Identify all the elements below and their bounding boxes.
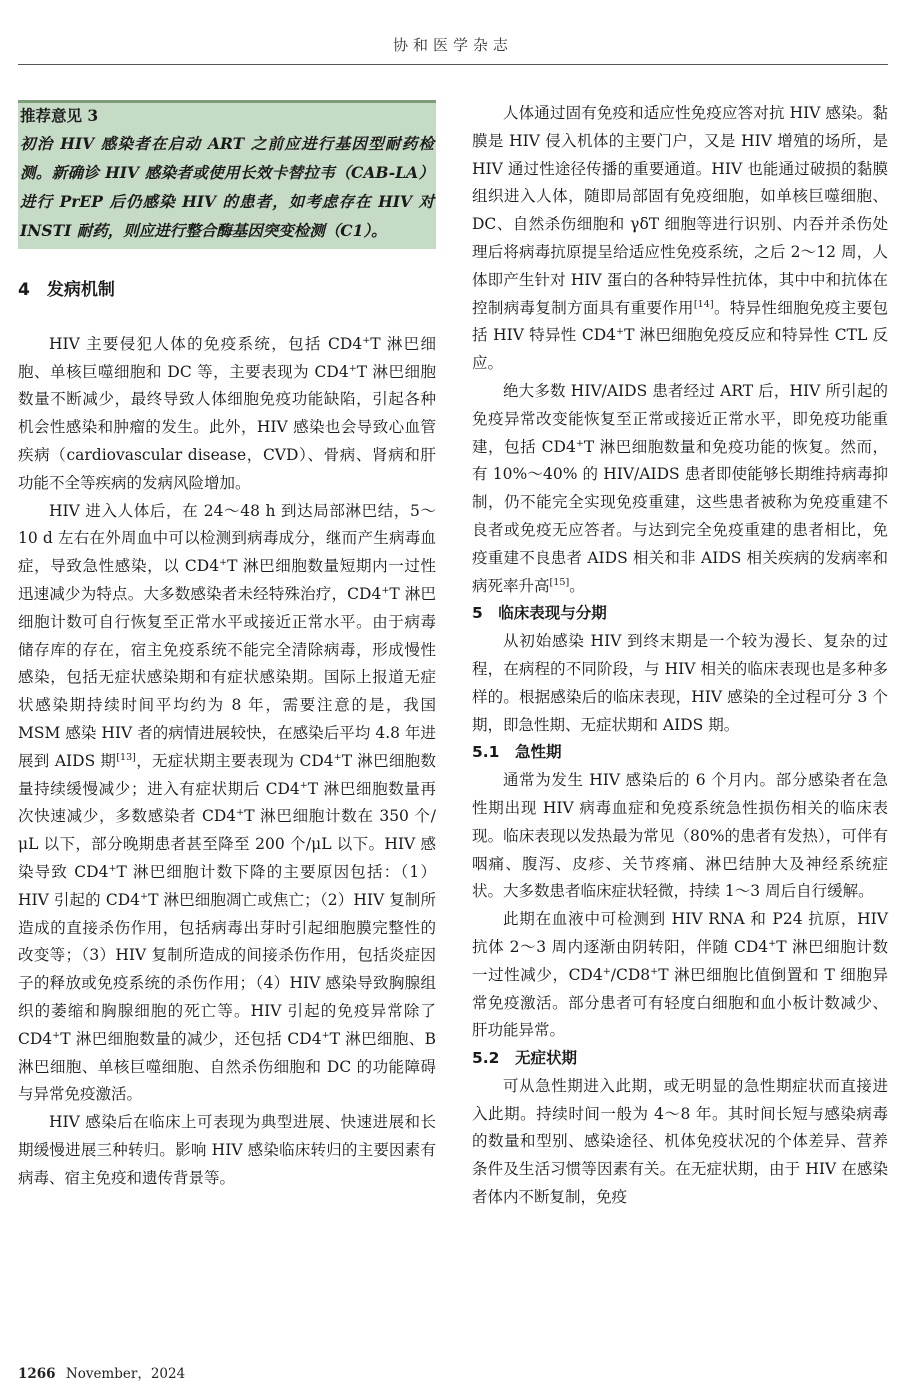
header-divider — [18, 64, 888, 65]
section-5-paragraph-1: 从初始感染 HIV 到终末期是一个较为漫长、复杂的过程，在病程的不同阶段，与 HIV 相关的临床表现也是多种多样的。根据感染后的临床表现，HIV 感染的全过程可分 3 个期，即急性期、无症状期和 AIDS 期。 — [472, 632, 888, 734]
section-4-paragraph-3: HIV 感染后在临床上可表现为典型进展、快速进展和长期缓慢进展三种转归。影响 HIV 感染临床转归的主要因素有病毒、宿主免疫和遗传背景等。 — [18, 1113, 436, 1187]
recommendation-title: 推荐意见 3 — [20, 106, 99, 125]
section-4-paragraph-5: 绝大多数 HIV/AIDS 患者经过 ART 后，HIV 所引起的免疫异常改变能恢复至正常或接近正常水平，即免疫功能重建，包括 CD4+T 淋巴细胞数量和免疫功能的恢复。然而，有 10%～40% 的 HIV/AIDS 患者即使能够长期维持病毒抑制，仍不能完全实现免疫重建，这些患者被称为免疫重建不良者或免疫无应答者。与达到完全免疫重建的患者相比，免疫重建不良患者 AIDS 相关和非 AIDS 相关疾病的发病率和病死率升高[15]。 — [472, 381, 888, 595]
section-4-paragraph-2: HIV 进入人体后，在 24～48 h 到达局部淋巴结，5～10 d 左右在外周血中可以检测到病毒成分，继而产生病毒血症，导致急性感染，以 CD4+T 淋巴细胞数量短期内一过性迅速减少为特点。大多数感染者未经特殊治疗，CD4+T 淋巴细胞计数可自行恢复至正常水平或接近正常水平。由于病毒储存库的存在，宿主免疫系统不能完全清除病毒，形成慢性感染，包括无症状感染期和有症状感染期。国际上报道无症状感染期持续时间平均约为 8 年，需要注意的是，我国 MSM 感染 HIV 者的病情进展较快，在感染后平均 4.8 年进展到 AIDS 期[13]，无症状期主要表现为 CD4+T 淋巴细胞数量持续缓慢减少；进入有症状期后 CD4+T 淋巴细胞数量再次快速减少，多数感染者 CD4+T 淋巴细胞计数在 350 个/μL 以下，部分晚期患者甚至降至 200 个/μL 以下。HIV 感染导致 CD4+T 淋巴细胞计数下降的主要原因包括：（1）HIV 引起的 CD4+T 淋巴细胞凋亡或焦亡；（2）HIV 复制所造成的直接杀伤作用，包括病毒出芽时引起细胞膜完整性的改变等；（3）HIV 复制所造成的间接杀伤作用，包括炎症因子的释放或免疫系统的杀伤作用；（4）HIV 感染导致胸腺组织的萎缩和胸腺细胞的死亡等。HIV 引起的免疫异常除了 CD4+T 淋巴细胞数量的减少，还包括 CD4+T 淋巴细胞、B 淋巴细胞、单核巨噬细胞、自然杀伤细胞和 DC 的功能障碍与异常免疫激活。 — [18, 501, 437, 1104]
section-5-1-paragraph-1: 通常为发生 HIV 感染后的 6 个月内。部分感染者在急性期出现 HIV 病毒血症和免疫系统急性损伤相关的临床表现。临床表现以发热最为常见（80%的患者有发热），可伴有咽痛、腹泻、皮疹、关节疼痛、淋巴结肿大及神经系统症状。大多数患者临床症状轻微，持续 1～3 周后自行缓解。 — [472, 771, 888, 901]
citation-15: [15] — [549, 576, 570, 588]
section-5-2-heading: 5.2 无症状期 — [472, 1049, 577, 1068]
recommendation-box — [18, 100, 436, 249]
journal-header: 协和医学杂志 — [392, 36, 513, 54]
section-5-2-paragraph-1: 可从急性期进入此期，或无明显的急性期症状而直接进入此期。持续时间一般为 4～8 年。其时间长短与感染病毒的数量和型别、感染途径、机体免疫状况的个体差异、营养条件及生活习惯等因素有关。在无症状期，由于 HIV 在感染者体内不断复制，免疫 — [472, 1076, 888, 1207]
issue-date: November，2024 — [65, 1366, 186, 1382]
section-4-heading: 4 发病机制 — [18, 280, 115, 300]
section-4-paragraph-1: HIV 主要侵犯人体的免疫系统，包括 CD4+T 淋巴细胞、单核巨噬细胞和 DC 等，主要表现为 CD4+T 淋巴细胞数量不断减少，最终导致人体细胞免疫功能缺陷，引起各种机会性感染和肿瘤的发生。此外，HIV 感染也会导致心血管疾病（cardiovascular disease，CVD）、骨病、肾病和肝功能不全等疾病的发病风险增加。 — [18, 334, 437, 492]
section-5-1-heading: 5.1 急性期 — [472, 743, 562, 762]
citation-14: [14] — [693, 298, 714, 310]
right-column — [472, 100, 888, 1212]
recommendation-body: 初治 HIV 感染者在启动 ART 之前应进行基因型耐药检测。新确诊 HIV 感染者或使用长效卡替拉韦（CAB-LA）进行 PrEP 后仍感染 HIV 的患者，如考虑存在 HIV 对 INSTI 耐药，则应进行整合酶基因突变检测（C1）。 — [20, 134, 434, 240]
page-footer — [18, 1362, 185, 1382]
section-5-1-paragraph-2: 此期在血液中可检测到 HIV RNA 和 P24 抗原，HIV 抗体 2～3 周内逐渐由阴转阳，伴随 CD4+T 淋巴细胞计数一过性减少，CD4+/CD8+T 淋巴细胞比值倒置和 T 细胞异常免疫激活。部分患者可有轻度白细胞和血小板计数减少、肝功能异常。 — [472, 910, 888, 1040]
citation-13: [13] — [116, 751, 136, 763]
section-5-heading: 5 临床表现与分期 — [472, 604, 607, 623]
page-number: 1266 — [18, 1366, 56, 1382]
section-4-paragraph-4: 人体通过固有免疫和适应性免疫应答对抗 HIV 感染。黏膜是 HIV 侵入机体的主要门户，又是 HIV 增殖的场所，是 HIV 通过性途径传播的重要通道。HIV 也能通过破损的黏膜组织进入人体，随即局部固有免疫细胞，如单核巨噬细胞、DC、自然杀伤细胞和 γδT 细胞等进行识别、内吞并杀伤处理后将病毒抗原提呈给适应性免疫系统，之后 2～12 周，人体即产生针对 HIV 蛋白的各种特异性抗体，其中中和抗体在控制病毒复制方面具有重要作用[14]。特异性细胞免疫主要包括 HIV 特异性 CD4+T 淋巴细胞免疫反应和特异性 CTL 反应。 — [472, 104, 888, 373]
left-column — [18, 100, 436, 1193]
